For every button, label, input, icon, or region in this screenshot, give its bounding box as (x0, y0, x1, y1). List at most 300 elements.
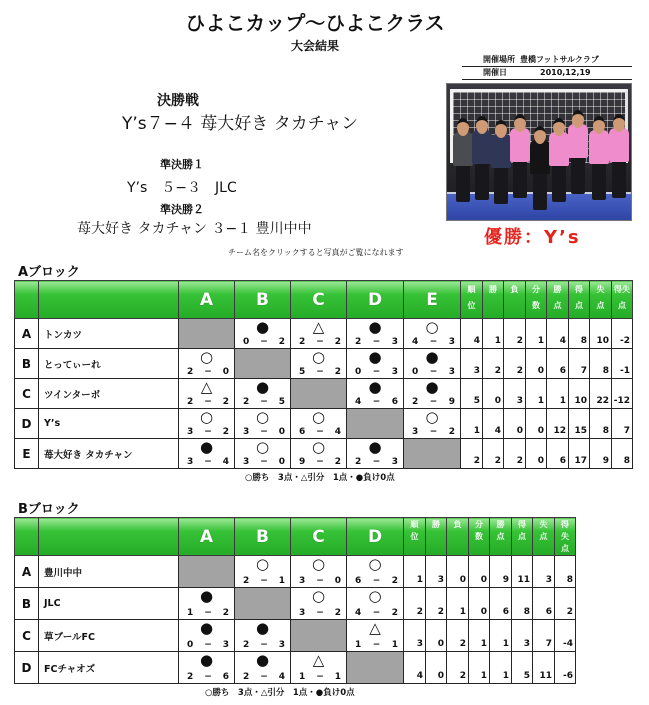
team-name-cell (39, 439, 179, 469)
score-separator: − (260, 427, 268, 437)
score-for: 3 (299, 576, 306, 586)
team-name-cell (39, 349, 179, 379)
stat-rank: 4 (461, 319, 483, 349)
win-circle-icon: ○ (255, 408, 270, 426)
match-result-cell (235, 652, 291, 684)
stat-points: 4 (547, 319, 569, 349)
stat-points: 6 (547, 439, 569, 469)
table-header (15, 281, 633, 319)
stat-goal-difference: -2 (612, 319, 633, 349)
date-row (462, 67, 632, 80)
team-name-cell (39, 319, 179, 349)
loss-dot-icon: ● (199, 587, 214, 605)
team-row (15, 319, 633, 349)
match-score (187, 427, 229, 437)
score-against: 2 (391, 576, 398, 586)
score-separator: − (372, 608, 381, 618)
stat-wins: 2 (426, 588, 447, 620)
team-row (15, 349, 633, 379)
score-separator: − (372, 640, 381, 650)
match-result-cell (179, 349, 235, 379)
score-against: 3 (391, 337, 398, 347)
team-name-link[interactable]: JLC (44, 598, 61, 609)
win-circle-icon: ○ (311, 348, 326, 366)
loss-dot-icon: ● (368, 438, 382, 456)
player-figure (491, 134, 511, 168)
team-letter: B (15, 349, 39, 379)
score-against: 4 (222, 457, 229, 467)
stat-points-header (547, 281, 569, 319)
stat-goals-for: 3 (512, 620, 533, 652)
stat-rank-header (461, 281, 483, 319)
match-result-cell (347, 620, 404, 652)
match-result-cell (347, 439, 404, 469)
match-score (187, 640, 229, 650)
team-letter: A (15, 556, 39, 588)
player-figure (453, 132, 473, 166)
score-against: 3 (222, 640, 229, 650)
score-separator: − (372, 337, 381, 347)
column-header-d: D (347, 281, 404, 319)
score-for: 3 (187, 457, 194, 467)
team-name-link[interactable]: FCチャオズ (44, 663, 96, 675)
header-blank-cell (39, 518, 179, 556)
stat-goals-for: 8 (512, 588, 533, 620)
score-separator: − (429, 397, 438, 407)
loss-dot-icon: ● (255, 318, 270, 336)
score-separator: − (372, 576, 381, 586)
score-for: 2 (187, 672, 194, 682)
score-against: 0 (278, 427, 285, 437)
score-separator: − (204, 640, 212, 650)
date-label: 開催日 (483, 68, 507, 77)
score-against: 3 (448, 337, 455, 347)
score-against: 2 (334, 608, 341, 618)
stat-goals-against-header (590, 281, 612, 319)
loss-dot-icon: ● (255, 651, 270, 669)
score-separator: − (372, 457, 381, 467)
score-against: 4 (334, 427, 341, 437)
match-score (355, 576, 398, 586)
match-score (243, 672, 285, 682)
self-match-cell (291, 379, 347, 409)
stat-header-line: 点 (496, 532, 505, 541)
stat-losses: 1 (447, 588, 469, 620)
match-score (299, 367, 341, 377)
stat-goals-against-header (533, 518, 555, 556)
player-figure (609, 128, 629, 162)
column-header-b: B (235, 281, 291, 319)
match-result-cell (347, 588, 404, 620)
header-row (15, 518, 576, 556)
stat-header-line: 勝 (489, 285, 497, 294)
score-separator: − (204, 397, 212, 407)
score-separator: − (204, 672, 212, 682)
loss-dot-icon: ● (199, 438, 214, 456)
stat-goals-against: 6 (533, 588, 555, 620)
column-header-c: C (291, 281, 347, 319)
stat-rank-header (404, 518, 426, 556)
match-score (299, 427, 341, 437)
score-for: 3 (187, 427, 194, 437)
match-score (299, 608, 341, 618)
score-for: 2 (355, 337, 362, 347)
score-for: 0 (412, 367, 419, 377)
stat-points: 12 (547, 409, 569, 439)
stat-points: 1 (490, 620, 512, 652)
team-name-link[interactable]: トンカツ (44, 329, 83, 341)
stat-goals-against: 8 (590, 349, 612, 379)
stat-rank: 1 (461, 409, 483, 439)
score-against: 1 (334, 672, 341, 682)
stat-points: 6 (490, 588, 512, 620)
score-for: 4 (412, 337, 419, 347)
match-result-cell (347, 319, 404, 349)
stat-wins: 1 (483, 319, 504, 349)
stat-header-line: 位 (467, 301, 476, 310)
win-circle-icon: ○ (425, 318, 439, 336)
match-result-cell (235, 409, 291, 439)
score-against: 2 (222, 397, 229, 407)
stat-goal-difference: -4 (555, 620, 576, 652)
team-name-link[interactable]: 豊川中中 (44, 567, 83, 579)
team-name-link[interactable]: とってぃーれ (44, 359, 101, 371)
match-result-cell (179, 620, 235, 652)
player-figure (568, 124, 588, 158)
stat-header-line: 点 (596, 301, 605, 310)
date-value: 2010,12,19 (540, 68, 591, 77)
score-separator: − (316, 608, 324, 618)
match-result-cell (404, 319, 461, 349)
team-row (15, 439, 633, 469)
header-row (15, 281, 633, 319)
stat-goal-difference-header (555, 518, 576, 556)
stat-rank: 5 (461, 379, 483, 409)
player-figure (510, 128, 530, 162)
stat-header-line: 失 (596, 285, 605, 294)
score-against: 3 (278, 640, 285, 650)
score-against: 2 (278, 337, 285, 347)
self-match-cell (347, 409, 404, 439)
column-header-b: B (235, 518, 291, 556)
column-header-a: A (179, 518, 235, 556)
score-for: 2 (412, 397, 419, 407)
stat-header-line: 負 (453, 520, 462, 529)
score-against: 0 (222, 367, 229, 377)
draw-triangle-icon: △ (200, 378, 213, 396)
stat-header-line: 順 (467, 285, 476, 294)
score-against: 0 (278, 457, 285, 467)
win-circle-icon: ○ (311, 408, 326, 426)
match-score (243, 457, 285, 467)
stat-losses: 2 (447, 620, 469, 652)
stat-header-line: 得 (518, 520, 526, 529)
stat-losses: 2 (504, 349, 526, 379)
stat-wins: 2 (483, 439, 504, 469)
team-row (15, 652, 576, 684)
stat-header-line: 失 (561, 532, 569, 541)
event-info (462, 54, 632, 80)
self-match-cell (235, 349, 291, 379)
stat-losses: 2 (504, 439, 526, 469)
score-against: 2 (334, 367, 341, 377)
score-for: 6 (299, 427, 306, 437)
stat-goals-for: 17 (569, 439, 590, 469)
table-body (15, 319, 633, 469)
score-for: 2 (355, 457, 362, 467)
page-subtitle: 大会結果 (290, 39, 339, 53)
photo-click-note: チーム名をクリックすると写真がご覧になれます (228, 248, 404, 257)
table-header (15, 518, 576, 556)
match-result-cell (404, 349, 461, 379)
column-header-e: E (404, 281, 461, 319)
final-heading: 決勝戦 (157, 93, 199, 109)
score-against: 3 (391, 457, 398, 467)
stat-draws: 0 (526, 409, 547, 439)
header-blank-cell (15, 518, 39, 556)
team-name-cell (39, 379, 179, 409)
score-for: 9 (299, 457, 306, 467)
match-result-cell (347, 349, 404, 379)
stat-losses: 0 (504, 409, 526, 439)
stat-header-line: 点 (553, 301, 562, 310)
score-for: 2 (243, 640, 250, 650)
stat-header-line: 順 (410, 520, 419, 529)
stat-goals-for: 5 (512, 652, 533, 684)
match-score (299, 576, 341, 586)
column-header-d: D (347, 518, 404, 556)
stat-losses: 3 (504, 379, 526, 409)
score-separator: − (260, 672, 268, 682)
score-for: 2 (187, 397, 194, 407)
loss-dot-icon: ● (199, 619, 214, 637)
player-figure (549, 132, 569, 166)
match-result-cell (291, 349, 347, 379)
score-for: 2 (243, 672, 250, 682)
stat-goals-against: 7 (533, 620, 555, 652)
score-separator: − (260, 576, 268, 586)
match-score (187, 672, 229, 682)
team-letter: A (15, 319, 39, 349)
stat-points: 6 (547, 349, 569, 379)
score-for: 4 (355, 397, 362, 407)
score-for: 3 (243, 457, 250, 467)
score-separator: − (316, 337, 324, 347)
score-separator: − (316, 367, 324, 377)
stat-wins-header (483, 281, 504, 319)
score-separator: − (204, 367, 212, 377)
stat-draws: 0 (469, 588, 490, 620)
stat-goals-for: 11 (512, 556, 533, 588)
stat-goals-for: 15 (569, 409, 590, 439)
team-name-link[interactable]: 苺大好き タカチャン (44, 449, 133, 461)
score-for: 5 (299, 367, 306, 377)
match-score (355, 367, 398, 377)
score-against: 9 (448, 397, 455, 407)
score-against: 5 (278, 397, 285, 407)
win-circle-icon: ○ (199, 348, 214, 366)
team-name-cell (39, 409, 179, 439)
match-score (299, 672, 341, 682)
score-separator: − (316, 576, 324, 586)
match-result-cell (235, 379, 291, 409)
loss-dot-icon: ● (255, 378, 270, 396)
score-separator: − (316, 672, 324, 682)
score-separator: − (260, 337, 268, 347)
stat-goal-difference: -12 (612, 379, 633, 409)
match-score (412, 397, 455, 407)
score-against: 2 (391, 608, 398, 618)
loss-dot-icon: ● (425, 378, 439, 396)
venue-value: 豊橋フットサルクラブ (520, 55, 599, 64)
header-blank-cell (15, 281, 39, 319)
block-b-standings-table (14, 517, 576, 684)
stat-rank: 3 (404, 620, 426, 652)
score-separator: − (260, 457, 268, 467)
semifinal-2-result: 苺大好き タカチャン ３−１ 豊川中中 (77, 221, 312, 237)
stat-draws: 0 (526, 349, 547, 379)
win-circle-icon: ○ (255, 438, 270, 456)
score-against: 2 (334, 337, 341, 347)
score-against: 3 (448, 367, 455, 377)
self-match-cell (179, 556, 235, 588)
stat-wins-header (426, 518, 447, 556)
stat-goals-against: 11 (533, 652, 555, 684)
stat-losses: 2 (447, 652, 469, 684)
score-separator: − (204, 608, 212, 618)
final-result: Y’s７−４ 苺大好き タカチャン (122, 114, 359, 134)
score-separator: − (260, 640, 268, 650)
stat-goal-difference: -6 (555, 652, 576, 684)
stat-rank: 2 (461, 439, 483, 469)
score-for: 3 (412, 427, 419, 437)
match-score (355, 397, 398, 407)
score-for: 4 (355, 608, 362, 618)
stat-header-line: 勝 (432, 520, 440, 529)
match-result-cell (179, 652, 235, 684)
match-score (355, 640, 398, 650)
match-score (412, 427, 455, 437)
stat-draws-header (469, 518, 490, 556)
self-match-cell (179, 319, 235, 349)
team-name-cell (39, 620, 179, 652)
score-for: 1 (355, 640, 362, 650)
block-a-standings-table (14, 280, 633, 469)
match-score (243, 337, 285, 347)
score-against: 3 (391, 367, 398, 377)
champion-text: 優勝：Y’s (484, 227, 581, 248)
team-row (15, 588, 576, 620)
stat-goal-difference: 2 (555, 588, 576, 620)
match-score (187, 457, 229, 467)
match-score (412, 337, 455, 347)
semifinal-1-result: Y’s ５−３ JLC (127, 180, 237, 196)
stat-goals-against: 22 (590, 379, 612, 409)
score-against: 6 (391, 397, 398, 407)
match-score (299, 457, 341, 467)
stat-draws: 0 (526, 439, 547, 469)
score-for: 3 (299, 608, 306, 618)
self-match-cell (404, 439, 461, 469)
win-circle-icon: ○ (311, 587, 326, 605)
stat-draws: 1 (469, 620, 490, 652)
match-result-cell (291, 439, 347, 469)
stat-rank: 1 (404, 556, 426, 588)
team-name-cell (39, 556, 179, 588)
team-row (15, 379, 633, 409)
team-letter: D (15, 652, 39, 684)
match-score (243, 640, 285, 650)
score-separator: − (429, 427, 438, 437)
score-for: 2 (243, 576, 250, 586)
match-score (299, 337, 341, 347)
stat-header-line: 得 (561, 520, 569, 529)
score-against: 2 (222, 427, 229, 437)
win-circle-icon: ○ (425, 408, 439, 426)
column-header-a: A (179, 281, 235, 319)
match-result-cell (235, 319, 291, 349)
stat-goals-against: 3 (533, 556, 555, 588)
stat-goal-difference: 8 (555, 556, 576, 588)
column-header-c: C (291, 518, 347, 556)
match-score (412, 367, 455, 377)
self-match-cell (235, 588, 291, 620)
team-name-link[interactable]: 草ブールFC (44, 631, 95, 643)
team-name-link[interactable]: ツインターボ (44, 389, 101, 401)
stat-header-line: 分 (475, 520, 483, 529)
score-for: 6 (355, 576, 362, 586)
stat-wins: 4 (483, 409, 504, 439)
team-name-link[interactable]: Y’s (44, 418, 61, 429)
win-circle-icon: ○ (368, 555, 382, 573)
win-circle-icon: ○ (199, 408, 214, 426)
stat-goals-for: 7 (569, 349, 590, 379)
score-against: 1 (278, 576, 285, 586)
stat-points: 1 (490, 652, 512, 684)
score-separator: − (372, 397, 381, 407)
match-score (243, 397, 285, 407)
stat-header-line: 数 (532, 301, 540, 310)
stat-header-line: 分 (532, 285, 540, 294)
stat-header-line: 位 (410, 532, 419, 541)
score-against: 1 (391, 640, 398, 650)
draw-triangle-icon: △ (369, 619, 381, 637)
score-for: 0 (187, 640, 194, 650)
stat-goal-difference-header (612, 281, 633, 319)
stat-losses: 0 (447, 556, 469, 588)
match-result-cell (179, 379, 235, 409)
player-figure (472, 130, 492, 164)
stat-goals-against: 8 (590, 409, 612, 439)
score-against: 2 (448, 427, 455, 437)
stat-header-line: 点 (539, 532, 548, 541)
stat-header-line: 失 (539, 520, 548, 529)
header-blank-cell (39, 281, 179, 319)
stat-goals-against: 9 (590, 439, 612, 469)
loss-dot-icon: ● (425, 348, 439, 366)
stat-header-line: 勝 (553, 285, 562, 294)
stat-draws-header (526, 281, 547, 319)
stat-points-header (490, 518, 512, 556)
team-row (15, 409, 633, 439)
score-separator: − (429, 367, 438, 377)
semifinal-2-heading: 準決勝２ (160, 203, 204, 216)
stat-goals-for: 8 (569, 319, 590, 349)
match-score (243, 427, 285, 437)
score-separator: − (204, 457, 212, 467)
stat-header-line: 負 (510, 285, 519, 294)
team-name-cell (39, 652, 179, 684)
